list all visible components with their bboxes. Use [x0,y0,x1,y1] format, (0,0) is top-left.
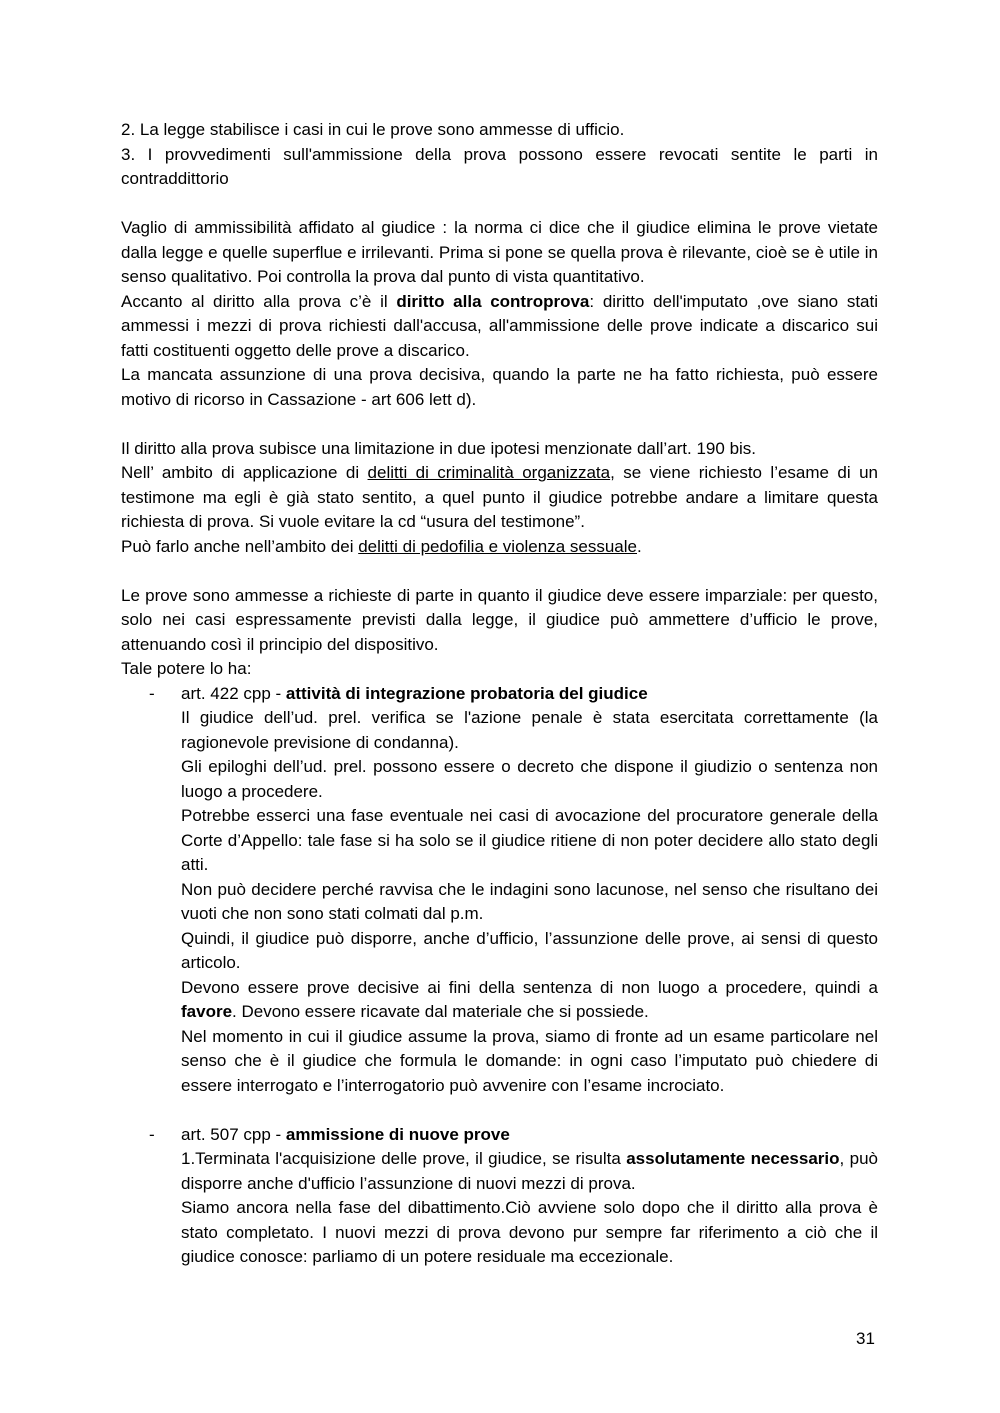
page-content [121,118,878,1270]
paragraph-4 [121,290,878,364]
bullet-title [181,682,878,707]
bold-text: attività di integrazione probatoria del giudice [285,683,648,703]
blank-line [121,559,878,584]
bullet-paragraph: Il giudice dell’ud. prel. verifica se l'azione penale è stata esercitata correttamente (la ragionevole previsione di condanna). [181,708,878,752]
text-span: : diritto dell'imputato ,ove siano stati ammessi i mezzi di prova richiesti dall'accusa, all'ammissione delle prove indicate a discarico sui fatti costituenti oggetto delle prove a discarico. [121,291,879,360]
bullet-paragraph [181,976,878,1025]
text-span: Nell’ ambito di applicazione di [121,463,368,482]
bold-text: diritto alla controprova [396,291,590,311]
text-span: art. 422 cpp - [181,683,286,703]
blank-line [121,192,878,217]
text-span: art. 507 cpp - [181,1124,286,1144]
text-span: Devono essere prove decisive ai fini della sentenza di non luogo a procedere, quindi a [181,977,878,997]
paragraph-7 [121,461,878,535]
bullet-item-art-422 [121,682,878,1099]
text-span: 1.Terminata l'acquisizione delle prove, il giudice, se risulta [181,1149,627,1168]
bullet-paragraph: Potrebbe esserci una fase eventuale nei casi di avocazione del procuratore generale della Corte d’Appello: tale fase si ha solo se il giudice ritiene di non poter decidere allo stato degli atti. [181,806,878,874]
paragraph-8 [121,535,878,560]
bold-text: ammissione di nuove prove [285,1124,510,1144]
bullet-paragraph: Siamo ancora nella fase del dibattimento.Ciò avviene solo dopo che il diritto alla prova è stato completato. I nuovi mezzi di prova devono pur sempre far riferimento a ciò che il giudice conosce: parliamo di un potere residuale ma eccezionale. [181,1198,878,1266]
bullet-paragraph: Nel momento in cui il giudice assume la prova, siamo di fronte ad un esame particolare nel senso che è il giudice che formula le domande: in ogni caso l’imputato può chiedere di essere interrogato e l’interrogatorio può avvenire con l’esame incrociato. [181,1026,878,1095]
bullet-dash: - [149,1124,155,1144]
underlined-text: delitti di criminalità organizzata [367,463,611,482]
text-span: Accanto al diritto alla prova c’è il [121,291,397,311]
text-span: Può farlo anche nell’ambito dei [121,536,359,556]
paragraph-5: La mancata assunzione di una prova decisiva, quando la parte ne ha fatto richiesta, può essere motivo di ricorso in Cassazione - art 606 lett d). [121,365,878,409]
bullet-paragraph: Gli epiloghi dell’ud. prel. possono essere o decreto che dispone il giudizio o sentenza non luogo a procedere. [181,757,878,801]
text-span: , può disporre anche d'ufficio l’assunzione di nuovi mezzi di prova. [181,1149,878,1193]
underlined-text: delitti di pedofilia e violenza sessuale [358,536,637,556]
paragraph-2: 3. I provvedimenti sull'ammissione della prova possono essere revocati sentite le parti in contraddittorio [121,144,878,188]
text-span: , se viene richiesto l’esame di un testimone ma egli è già stato sentito, a quel punto il giudice potrebbe andare a limitare questa richiesta di prova. Si vuole evitare la cd “usura del testimone”. [121,463,878,531]
bullet-paragraph: Quindi, il giudice può disporre, anche d’ufficio, l’assunzione delle prove, ai sensi di questo articolo. [181,928,878,972]
paragraph-6: Il diritto alla prova subisce una limitazione in due ipotesi menzionate dall’art. 190 bis. [121,438,757,458]
paragraph-9: Le prove sono ammesse a richieste di parte in quanto il giudice deve essere imparziale: per questo, solo nei casi espressamente previsti dalla legge, il giudice può ammettere d’ufficio le prove, attenuando così il principio del dispositivo. [121,585,878,654]
bullet-paragraph: Non può decidere perché ravvisa che le indagini sono lacunose, nel senso che risultano dei vuoti che non sono stati colmati dal p.m. [181,879,878,923]
bold-text: assolutamente necessario [626,1149,840,1168]
bold-text: favore [181,1002,233,1021]
bullet-title [181,1123,878,1148]
page-number: 31 [856,1329,875,1348]
blank-line [121,1098,878,1123]
paragraph-1: 2. La legge stabilisce i casi in cui le prove sono ammesse di ufficio. [121,120,625,139]
text-span: . [637,536,642,556]
paragraph-10: Tale potere lo ha: [121,659,252,678]
text-span: . Devono essere ricavate dal materiale che si possiede. [232,1002,649,1021]
paragraph-3: Vaglio di ammissibilità affidato al giudice : la norma ci dice che il giudice elimina le prove vietate dalla legge e quelle superflue e irrilevanti. Prima si pone se quella prova è rilevante, cioè se è utile in senso qualitativo. Poi controlla la prova dal punto di vista quantitativo. [121,218,878,286]
bullet-dash: - [149,683,155,703]
bullet-item-art-507 [121,1123,878,1270]
bullet-paragraph [181,1147,878,1196]
blank-line [121,412,878,437]
